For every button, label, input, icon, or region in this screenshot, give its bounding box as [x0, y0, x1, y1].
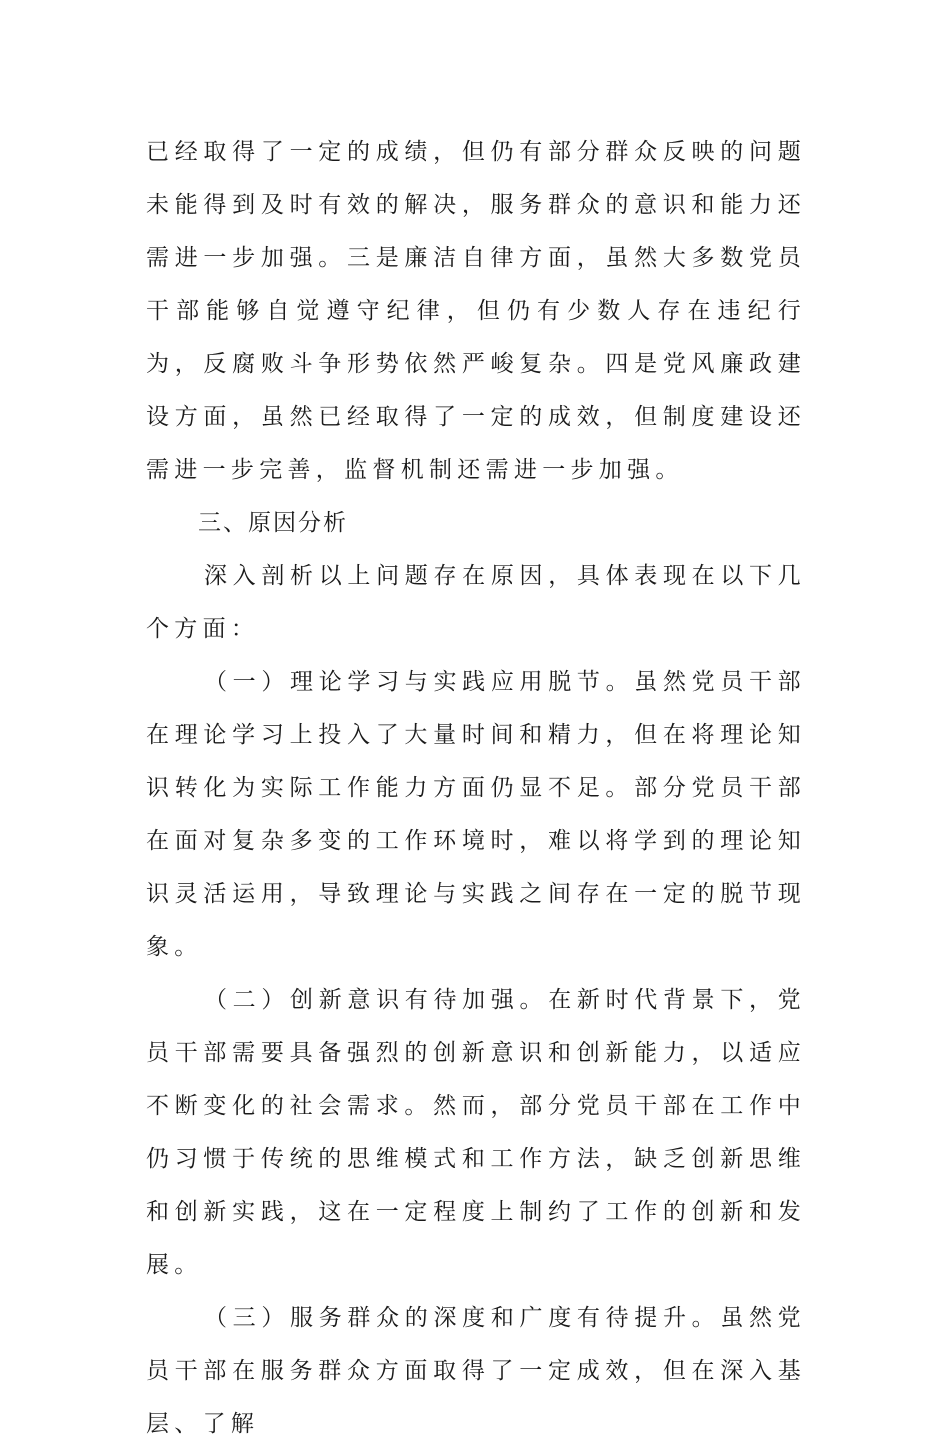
paragraph-continuation: 已经取得了一定的成绩，但仍有部分群众反映的问题未能得到及时有效的解决，服务群众的意识和能力还需进一步加强。三是廉洁自律方面，虽然大多数党员干部能够自觉遵守纪律，但仍有少数人存在违纪行为，反腐败斗争形势依然严峻复杂。四是党风廉政建设方面，虽然已经取得了一定的成效，但制度建设还需进一步完善，监督机制还需进一步加强。 — [146, 139, 806, 483]
section-heading: 三、原因分析 — [198, 510, 348, 536]
document-body — [146, 126, 806, 1451]
paragraph-point-2: （二）创新意识有待加强。在新时代背景下，党员干部需要具备强烈的创新意识和创新能力，以适应不断变化的社会需求。然而，部分党员干部在工作中仍习惯于传统的思维模式和工作方法，缺乏创新思维和创新实践，这在一定程度上制约了工作的创新和发展。 — [146, 987, 806, 1278]
paragraph-intro: 深入剖析以上问题存在原因，具体表现在以下几个方面： — [146, 563, 806, 642]
paragraph-point-3: （三）服务群众的深度和广度有待提升。虽然党员干部在服务群众方面取得了一定成效，但在深入基层、了解 — [146, 1305, 806, 1437]
paragraph-point-1: （一）理论学习与实践应用脱节。虽然党员干部在理论学习上投入了大量时间和精力，但在将理论知识转化为实际工作能力方面仍显不足。部分党员干部在面对复杂多变的工作环境时，难以将学到的理论知识灵活运用，导致理论与实践之间存在一定的脱节现象。 — [146, 669, 806, 960]
